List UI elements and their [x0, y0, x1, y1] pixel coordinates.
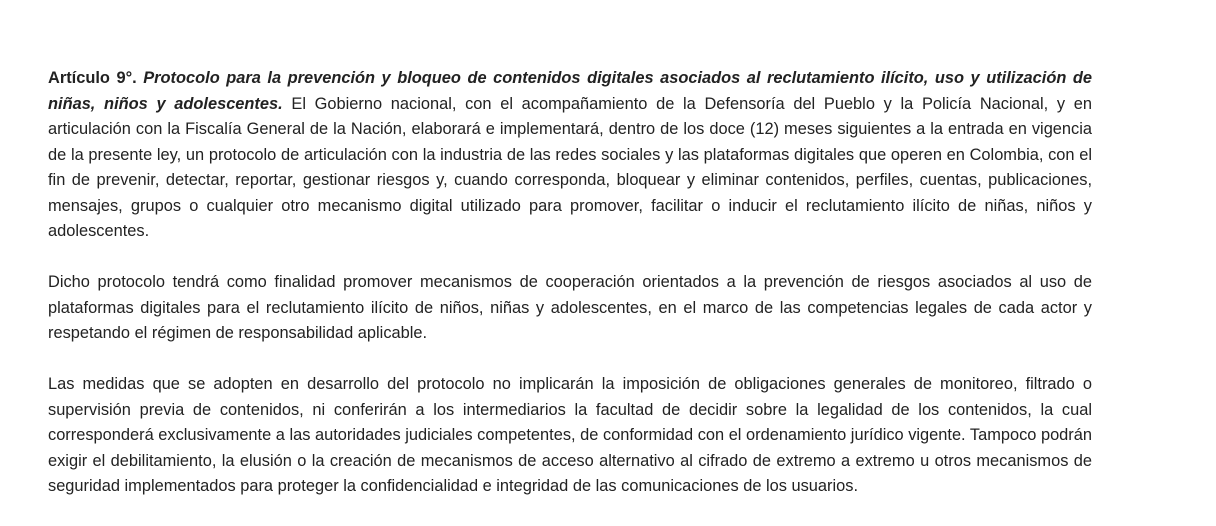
article-body-text: El Gobierno nacional, con el acompañamiento de la Defensoría del Pueblo y la Policía Nacional, y en articulación con la Fiscalía General de la Nación, elaborará e implementará, dentro de los doce (12) meses siguientes a la entrada en vigencia de la presente ley, un protocolo de articulación con la industria de las redes sociales y las plataformas digitales que operen en Colombia, con el fin de prevenir, detectar, reportar, gestionar riesgos y, cuando corresponda, bloquear y eliminar contenidos, perfiles, cuentas, publicaciones, mensajes, grupos o cualquier otro mecanismo digital utilizado para promover, facilitar o inducir el reclutamiento ilícito de niñas, niños y adolescentes.: [48, 94, 1092, 240]
document-body: [48, 66, 1092, 500]
article-label: Artículo 9°.: [48, 69, 137, 87]
article-title: Protocolo para la prevención y bloqueo de contenidos digitales asociados al reclutamiento ilícito, uso y utilización de niñas, niños y adolescentes.: [48, 69, 1092, 113]
article-paragraph: [48, 66, 1092, 245]
body-paragraph-2: Dicho protocolo tendrá como finalidad promover mecanismos de cooperación orientados a la prevención de riesgos asociados al uso de plataformas digitales para el reclutamiento ilícito de niños, niñas y adolescentes, en el marco de las competencias legales de cada actor y respetando el régimen de responsabilidad aplicable.: [48, 273, 1092, 342]
body-paragraph-3: Las medidas que se adopten en desarrollo del protocolo no implicarán la imposición de obligaciones generales de monitoreo, filtrado o supervisión previa de contenidos, ni conferirán a los intermediarios la facultad de decidir sobre la legalidad de los contenidos, la cual corresponderá exclusivamente a las autoridades judiciales competentes, de conformidad con el ordenamiento jurídico vigente. Tampoco podrán exigir el debilitamiento, la elusión o la creación de mecanismos de acceso alternativo al cifrado de extremo a extremo u otros mecanismos de seguridad implementados para proteger la confidencialidad e integridad de las comunicaciones de los usuarios.: [48, 375, 1092, 495]
